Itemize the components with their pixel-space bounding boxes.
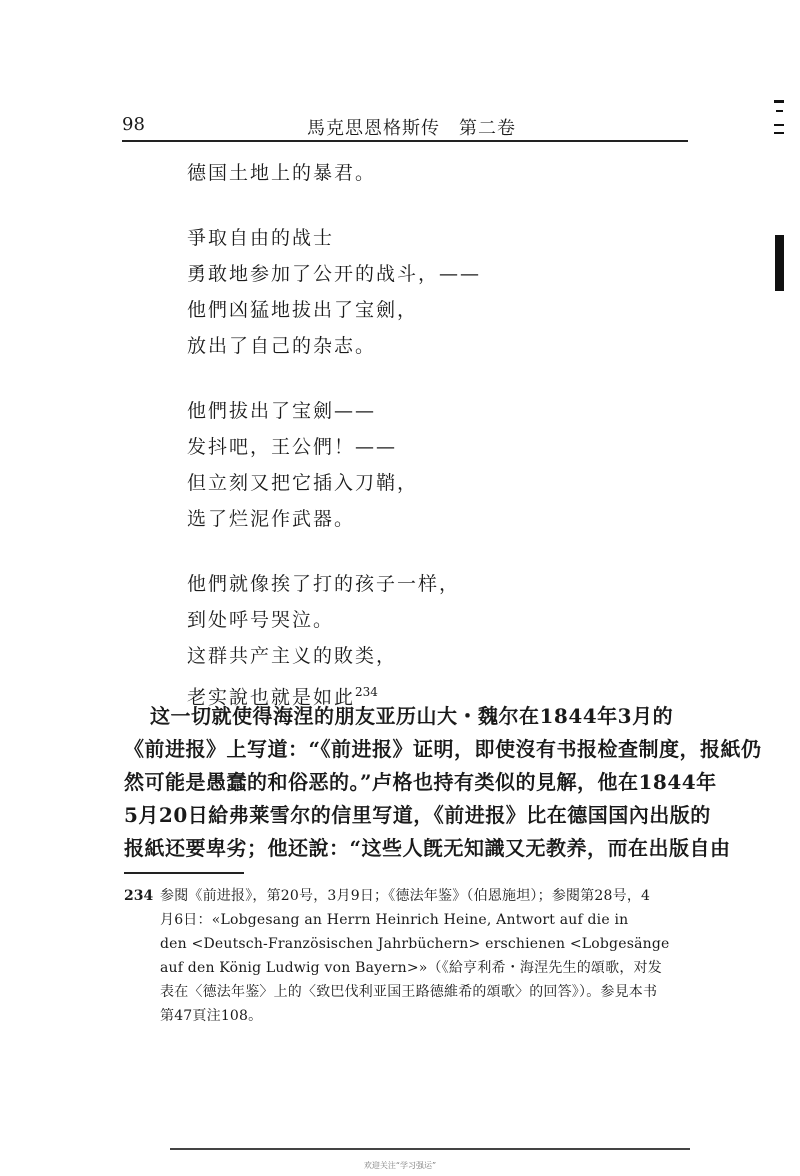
body-line: 5月20日給弗莱雪尔的信里写道，《前进报》比在德国国內出版的 [124,803,711,827]
poem-line: 放出了自己的杂志。 [187,335,377,357]
poem-line: 德国土地上的暴君。 [187,162,377,184]
poem-line: 发抖吧，王公們！—— [187,436,398,458]
footnote-line: auf den König Ludwig von Bayern>»（《給亨利希・海涅先生的頌歌，对发 [160,960,662,976]
poem-line: 他們就像挨了打的孩子一样， [187,573,461,595]
page-header [122,114,688,140]
footnote-body [160,884,690,1028]
poem-line: 他們凶猛地拔出了宝劍， [187,299,419,321]
poem-line: 他們拔出了宝劍—— [187,400,377,422]
footnote-rule [124,872,244,874]
body-line: 然可能是愚蠢的和俗恶的。”卢格也持有类似的見解，他在1844年 [124,770,717,794]
poem-line: 到处呼号哭泣。 [187,609,335,631]
footnote-reference[interactable]: 234 [355,685,378,699]
page-number: 98 [122,114,145,135]
footnote-line: 参閱《前进报》，第20号，3月9日；《德法年鉴》（伯恩施坦）；参閱第28号，4 [160,888,651,904]
poem-line: 但立刻又把它插入刀鞘， [187,472,419,494]
poem-line: 选了烂泥作武器。 [187,508,356,530]
poem-line: 爭取自由的战士 [187,227,335,249]
running-title: 馬克思恩格斯传 第二卷 [307,118,516,139]
footnote-line: 表在〈德法年鉴〉上的〈致巴伐利亚国王路德維希的頌歌〉的回答》）。参見本书 [160,984,658,1000]
body-paragraph [124,700,762,865]
footnote-line: 第47頁注108。 [160,1008,263,1024]
footnote-line: 月6日：«Lobgesang an Herrn Heinrich Heine, Antwort auf die in [160,912,629,928]
body-line: 报紙还要卑劣；他还說：“这些人旣无知識又无教养，而在出版自由 [124,836,731,860]
poem-block [187,155,607,710]
body-line: 《前进报》上写道：“《前进报》证明，即使沒有书报检查制度，报紙仍 [124,737,762,761]
body-line: 这一切就使得海涅的朋友亚历山大・魏尔在1844年3月的 [150,704,674,728]
poem-line-text: 老实說也就是如此 [187,686,356,709]
poem-line: 勇敢地参加了公开的战斗，—— [187,263,482,285]
footnote [124,884,690,1028]
footnote-number: 234 [124,888,154,904]
bottom-rule [170,1148,690,1150]
scan-watermark: 欢迎关注“学习强运” [363,1161,437,1170]
poem-line: 这群共产主义的敗类， [187,645,398,667]
header-rule [122,140,688,142]
footnote-line: den <Deutsch-Französischen Jahrbüchern> erschienen <Lobgesänge [160,936,670,952]
